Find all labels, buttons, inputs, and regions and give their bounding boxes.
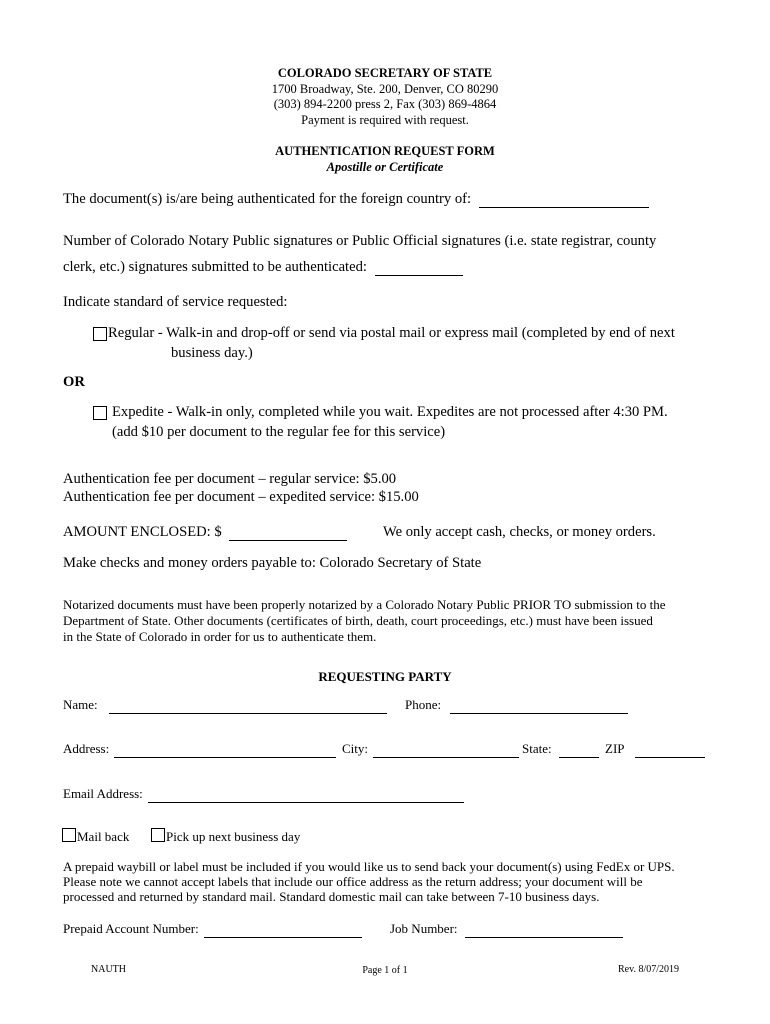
prepaid-account-input[interactable] xyxy=(204,923,362,938)
payment-methods-note: We only accept cash, checks, or money orders. xyxy=(383,524,656,540)
email-field xyxy=(63,786,464,803)
form-subtitle: Apostille or Certificate xyxy=(326,160,444,174)
signatures-label: clerk, etc.) signatures submitted to be authenticated: xyxy=(63,259,367,275)
agency-name: COLORADO SECRETARY OF STATE xyxy=(277,66,493,80)
form-title: AUTHENTICATION REQUEST FORM xyxy=(275,144,495,158)
amount-enclosed-label: AMOUNT ENCLOSED: $ xyxy=(63,524,222,540)
page-number: Page 1 of 1 xyxy=(362,965,408,976)
phone-label: Phone: xyxy=(405,697,442,712)
address-field xyxy=(63,741,336,758)
name-input[interactable] xyxy=(109,699,387,714)
pickup-label: Pick up next business day xyxy=(166,829,301,844)
foreign-country-question xyxy=(63,191,649,208)
email-input[interactable] xyxy=(148,788,464,803)
regular-fee: Authentication fee per document – regular service: $5.00 xyxy=(63,471,397,487)
expedite-service-label: Expedite - Walk-in only, completed while you wait. Expedites are not processed after 4:30 PM. xyxy=(112,404,668,420)
expedite-service-label-cont: (add $10 per document to the regular fee for this service) xyxy=(112,424,446,440)
regular-service-label: Regular - Walk-in and drop-off or send via postal mail or express mail (completed by end of next xyxy=(108,325,675,341)
expedite-service-checkbox[interactable] xyxy=(93,406,107,420)
regular-service-checkbox[interactable] xyxy=(93,327,107,341)
agency-address: 1700 Broadway, Ste. 200, Denver, CO 80290 xyxy=(271,82,499,96)
name-field xyxy=(63,697,387,714)
job-number-field xyxy=(390,921,623,938)
notice-line3: in the State of Colorado in order for us to authenticate them. xyxy=(63,629,377,644)
name-label: Name: xyxy=(63,697,98,712)
state-label: State: xyxy=(522,741,552,756)
form-code: NAUTH xyxy=(91,964,126,975)
regular-service-label-cont: business day.) xyxy=(171,345,253,361)
mail-back-label: Mail back xyxy=(77,829,130,844)
city-input[interactable] xyxy=(373,743,519,758)
notice-line1: Notarized documents must have been properly notarized by a Colorado Notary Public PRIOR TO submission to the xyxy=(63,597,666,612)
city-label: City: xyxy=(342,741,369,756)
signatures-question-line2 xyxy=(63,259,463,276)
mail-back-checkbox[interactable] xyxy=(62,828,76,842)
or-label: OR xyxy=(63,374,85,390)
city-field xyxy=(342,741,519,758)
service-prompt: Indicate standard of service requested: xyxy=(63,294,288,310)
state-field xyxy=(522,741,599,758)
job-number-label: Job Number: xyxy=(390,921,458,936)
waybill-line1: A prepaid waybill or label must be included if you would like us to send back your document(s) using FedEx or UPS. xyxy=(63,859,675,874)
zip-field xyxy=(605,741,705,758)
requesting-party-heading: REQUESTING PARTY xyxy=(318,669,452,684)
address-label: Address: xyxy=(63,741,110,756)
prepaid-account-label: Prepaid Account Number: xyxy=(63,921,199,936)
job-number-input[interactable] xyxy=(465,923,623,938)
signature-count-input[interactable] xyxy=(375,261,463,276)
signatures-question-line1: Number of Colorado Notary Public signatures or Public Official signatures (i.e. state registrar, county xyxy=(63,233,657,249)
state-input[interactable] xyxy=(559,743,599,758)
expedited-fee: Authentication fee per document – expedited service: $15.00 xyxy=(63,489,419,505)
amount-enclosed-input[interactable] xyxy=(229,526,347,541)
agency-phone: (303) 894-2200 press 2, Fax (303) 869-4864 xyxy=(273,97,497,111)
payable-to: Make checks and money orders payable to: Colorado Secretary of State xyxy=(63,555,482,571)
email-label: Email Address: xyxy=(63,786,143,801)
foreign-country-input[interactable] xyxy=(479,193,649,208)
address-input[interactable] xyxy=(114,743,336,758)
waybill-line2: Please note we cannot accept labels that include our office address as the return address; your document will be xyxy=(63,874,643,889)
notice-line2: Department of State. Other documents (certificates of birth, death, court proceedings, etc.) must have been issued xyxy=(63,613,653,628)
payment-note: Payment is required with request. xyxy=(301,113,469,127)
amount-enclosed xyxy=(63,524,347,541)
revision-date: Rev. 8/07/2019 xyxy=(618,964,680,975)
zip-label: ZIP xyxy=(605,741,625,756)
phone-input[interactable] xyxy=(450,699,628,714)
phone-field xyxy=(405,697,628,714)
waybill-line3: processed and returned by standard mail. Standard domestic mail can take between 7-10 business days. xyxy=(63,889,600,904)
foreign-country-label: The document(s) is/are being authenticated for the foreign country of: xyxy=(63,191,472,207)
prepaid-account-field xyxy=(63,921,362,938)
pickup-checkbox[interactable] xyxy=(151,828,165,842)
zip-input[interactable] xyxy=(635,743,705,758)
